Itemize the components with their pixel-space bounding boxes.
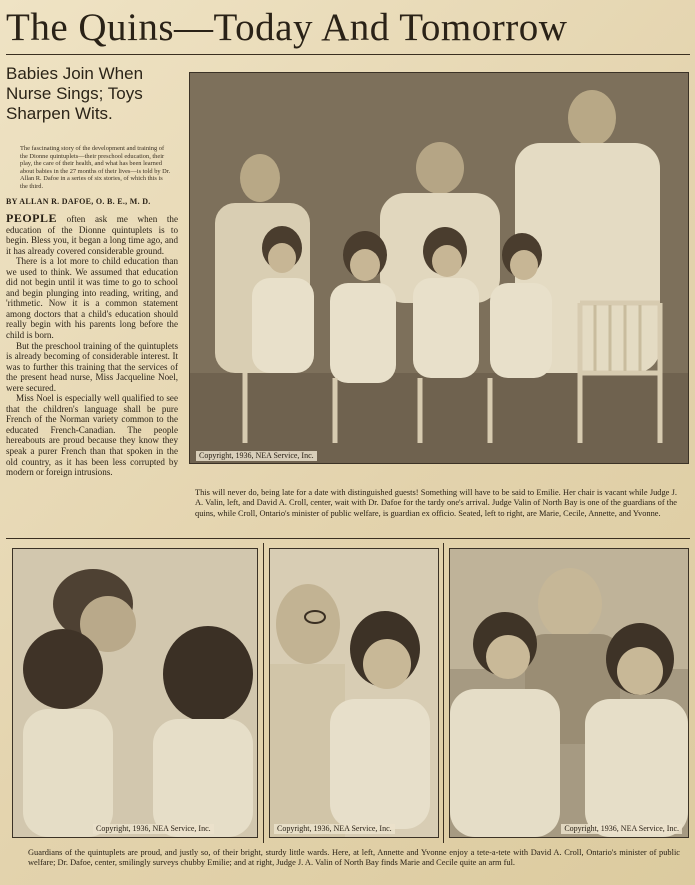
series-summary: The fascinating story of the development and training of the Dionne quintuplets—their preschool education, their play, the care of their health, and what has been learned about babies in the 27 months of their lives—is told by Dr. Allan R. Dafoe in a series of six stories, of which this is the third.	[20, 145, 171, 190]
bottom-left-copyright: Copyright, 1936, NEA Service, Inc.	[93, 824, 214, 834]
bottom-left-photo-image	[13, 549, 257, 837]
bottom-right-copyright: Copyright, 1936, NEA Service, Inc.	[561, 824, 682, 834]
paragraph-3: But the preschool training of the quintuplets is already becoming of considerable interest. It was to further this training that the services of the present head nurse, Miss Jacqueline Noel, were secured.	[6, 340, 178, 393]
article-body	[6, 213, 178, 478]
main-photo-caption: This will never do, being late for a date with distinguished guests! Something will have to be said to Emilie. Her chair is vacant while Judge J. A. Valin, left, and David A. Croll, center, wait with Dr. Dafoe for the tardy one's arrival. Judge Valin of North Bay is one of the guardians of the quins, while Croll, Ontario's minister of public welfare, is guardian ex officio. Seated, left to right, are Marie, Cecile, Annette, and Yvonne.	[195, 488, 677, 518]
headline: The Quins—Today And Tomorrow	[6, 6, 568, 49]
byline: BY ALLAN R. DAFOE, O. B. E., M. D.	[6, 197, 151, 206]
bottom-left-photo	[12, 548, 258, 838]
main-photo-image	[190, 73, 688, 463]
deck-subheadline: Babies Join When Nurse Sings; Toys Sharpen Wits.	[6, 64, 144, 123]
paragraph-4: Miss Noel is especially well qualified to see that the children's language shall be pure French of the Norman variety common to the educated French-Canadian. The people hereabouts are proud because they know they speak a purer French than that spoken in the old country, as it has been less corrupted by modern or foreign intrusions.	[6, 393, 178, 478]
bottom-center-photo-image	[270, 549, 438, 837]
main-photo	[189, 72, 689, 464]
bottom-right-photo	[449, 548, 689, 838]
bottom-center-copyright: Copyright, 1936, NEA Service, Inc.	[274, 824, 395, 834]
main-photo-copyright: Copyright, 1936, NEA Service, Inc.	[196, 451, 317, 461]
bottom-photos-caption: Guardians of the quintuplets are proud, and justly so, of their bright, sturdy little wards. Here, at left, Annette and Yvonne enjoy a tete-a-tete with David A. Croll, Ontario's minister of public welfare; Dr. Dafoe, center, smilingly surveys chubby Emilie; and at right, Judge J. A. Valin of North Bay finds Marie and Cecile quite an arm ful.	[28, 848, 680, 868]
paragraph-2: There is a lot more to child education than we used to think. We assumed that education did not begin until it was time to go to school and begin plunging into reading, writing, and 'rithmetic. Now it is a common statement among doctors that a child's education should really begin with his parents long before the child is born.	[6, 256, 178, 341]
bottom-right-photo-image	[450, 549, 688, 837]
section-rule	[6, 538, 690, 539]
bottom-center-photo	[269, 548, 439, 838]
dropcap-word: PEOPLE	[6, 211, 58, 225]
column-rule-1	[263, 543, 264, 843]
headline-rule	[6, 54, 690, 55]
paragraph-1: PEOPLE often ask me when the education of the Dionne quintuplets is to begin. Bless you, it began a long time ago, and it has already covered considerable ground.	[6, 211, 178, 256]
column-rule-2	[443, 543, 444, 843]
